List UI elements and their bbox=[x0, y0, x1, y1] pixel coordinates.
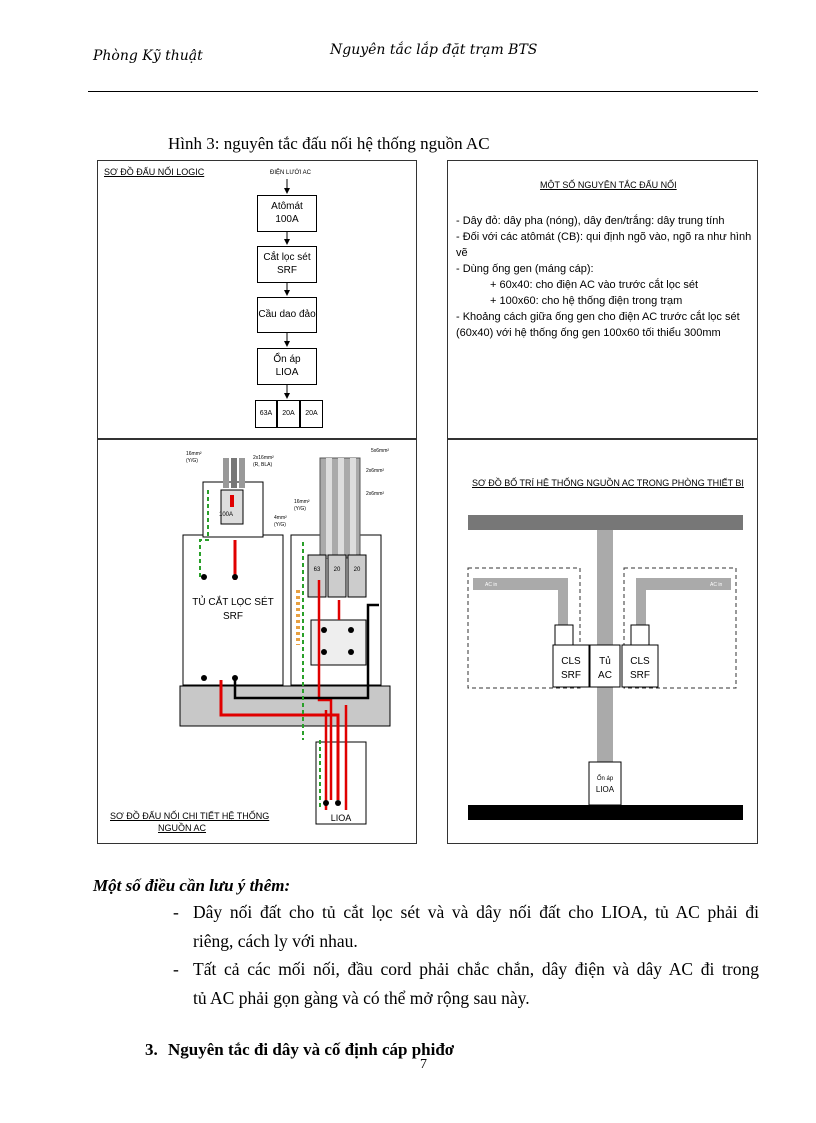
rule-item: - Dùng ống gen (máng cáp): bbox=[456, 263, 594, 275]
cls-left-breaker bbox=[555, 625, 573, 645]
terminal bbox=[201, 675, 207, 681]
rules-list bbox=[456, 213, 756, 341]
cls-left-l2: SRF bbox=[561, 670, 581, 681]
rule-item: + 60x40: cho điện AC vào trước cắt lọc sét bbox=[490, 279, 699, 291]
detail-title-l1: SƠ ĐỒ ĐẤU NỐI CHI TIẾT HỆ THỐNG bbox=[110, 811, 270, 821]
note-item-2 bbox=[193, 955, 759, 1013]
terminal bbox=[232, 675, 238, 681]
box-cau-dao bbox=[257, 297, 317, 333]
lioa-label: LIOA bbox=[330, 813, 352, 823]
rule-item: + 100x60: cho hệ thống điện trong trạm bbox=[490, 295, 683, 307]
panel-layout bbox=[447, 439, 758, 844]
box-atomat bbox=[257, 195, 317, 232]
wire-label: (Y/G) bbox=[294, 506, 306, 512]
lioa-box bbox=[316, 742, 366, 824]
section-heading bbox=[145, 1040, 454, 1060]
tu-ac-l2: AC bbox=[598, 670, 612, 681]
top-duct bbox=[468, 515, 743, 530]
ac-in-right: AC in bbox=[710, 582, 723, 588]
detail-title bbox=[110, 810, 269, 834]
terminal bbox=[348, 627, 354, 633]
terminal bbox=[323, 800, 329, 806]
floor-duct bbox=[180, 686, 390, 726]
detail-diagram bbox=[98, 440, 418, 845]
logic-title: SƠ ĐỒ ĐẤU NỐI LOGIC bbox=[104, 167, 205, 177]
lioa-l1: Ổn áp bbox=[596, 776, 614, 782]
wire-label: 4mm² bbox=[274, 515, 287, 521]
ac-breaker-label-2: 20 bbox=[333, 567, 341, 573]
layout-diagram bbox=[448, 440, 759, 845]
terminal bbox=[321, 627, 327, 633]
ac-breaker-label-3: 20 bbox=[353, 567, 361, 573]
logic-source: ĐIỆN LƯỚI AC bbox=[270, 170, 311, 176]
terminal bbox=[335, 800, 341, 806]
box-srf bbox=[257, 246, 317, 283]
box-srf-l1: Cắt lọc sét bbox=[263, 252, 311, 263]
ac-breaker-3 bbox=[348, 555, 366, 597]
breaker-2: 20A bbox=[277, 400, 300, 428]
rule-item: (60x40) với hệ thống ống gen 100x60 tối thiểu 300mm bbox=[456, 327, 721, 339]
wire-label: 16mm² bbox=[186, 451, 202, 457]
rule-item: - Khoảng cách giữa ống gen cho điện AC trước cắt lọc sét bbox=[456, 311, 740, 323]
notes-heading: Một số điều cần lưu ý thêm: bbox=[93, 876, 291, 895]
page-number: 7 bbox=[420, 1057, 427, 1072]
panel-detail bbox=[97, 439, 417, 844]
wire-label: 2x16mm² bbox=[253, 455, 274, 461]
breaker-1: 63A bbox=[255, 400, 277, 428]
srf-cabinet bbox=[183, 535, 283, 685]
ac-breaker-1 bbox=[308, 555, 326, 597]
box-srf-l2: SRF bbox=[277, 264, 297, 276]
note-1-line1: Dây nối đất cho tủ cắt lọc sét và và dây nối đất cho LIOA, tủ AC phải đi bbox=[193, 902, 759, 922]
wire-label: (Y/G) bbox=[274, 522, 286, 528]
wire-label: 2x6mm² bbox=[366, 468, 385, 474]
note-1-line2: riêng, cách ly với nhau. bbox=[193, 931, 358, 951]
box-lioa-l1: Ổn áp bbox=[273, 354, 301, 365]
duct-stripe-2 bbox=[338, 458, 344, 558]
bullet-dash: - bbox=[173, 959, 179, 979]
wire-label: 2x6mm² bbox=[366, 491, 385, 497]
rule-item: - Dây đỏ: dây pha (nóng), dây đen/trắng: dây trung tính bbox=[456, 215, 725, 227]
note-item-1 bbox=[193, 898, 759, 956]
lioa-l2: LIOA bbox=[595, 785, 615, 794]
cls-left-l1: CLS bbox=[561, 656, 581, 667]
header-right: Nguyên tắc lắp đặt trạm BTS bbox=[330, 42, 538, 58]
note-2-line2: tủ AC phải gọn gàng và có thể mở rộng sau này. bbox=[193, 988, 530, 1008]
panel-rules bbox=[447, 160, 758, 439]
wire-label: (Y/G) bbox=[186, 458, 198, 464]
box-atomat-l1: Atômát bbox=[271, 201, 303, 212]
box-lioa bbox=[257, 348, 317, 385]
layout-title: SƠ ĐỒ BỐ TRÍ HỆ THỐNG NGUỒN AC TRONG PHÒNG THIẾT BỊ bbox=[472, 478, 744, 488]
section-title: Nguyên tắc đi dây và cố định cáp phiđơ bbox=[168, 1040, 455, 1059]
duct-stripe-1 bbox=[326, 458, 332, 558]
terminal bbox=[321, 649, 327, 655]
main-breaker-handle bbox=[230, 495, 234, 507]
duct-stripe-3 bbox=[350, 458, 356, 558]
section-number: 3. bbox=[145, 1040, 158, 1059]
rule-item: - Đối với các atômát (CB): qui định ngõ vào, ngõ ra như hình vẽ bbox=[456, 231, 752, 259]
wire-label: (R, BLA) bbox=[253, 462, 273, 468]
detail-title-l2: NGUỒN AC bbox=[158, 823, 207, 833]
cable-left-1 bbox=[223, 458, 229, 488]
cls-right-breaker bbox=[631, 625, 649, 645]
cable-left-2 bbox=[231, 458, 237, 488]
srf-label-2: SRF bbox=[223, 611, 243, 622]
header-rule bbox=[88, 91, 758, 92]
lioa-box bbox=[589, 762, 621, 805]
bullet-dash: - bbox=[173, 902, 179, 922]
cable-left-3 bbox=[239, 458, 245, 488]
panel-logic bbox=[97, 160, 417, 439]
breaker-3: 20A bbox=[300, 400, 323, 428]
detail-breaker-main: 100A bbox=[218, 512, 234, 518]
note-2-line1: Tất cả các mối nối, đầu cord phải chắc chắn, dây điện và dây AC đi trong bbox=[193, 959, 759, 979]
ac-in-left: AC in bbox=[485, 582, 498, 588]
wire-label: 16mm² bbox=[294, 499, 310, 505]
ac-breaker-2 bbox=[328, 555, 346, 597]
rules-title: MỘT SỐ NGUYÊN TẮC ĐẤU NỐI bbox=[540, 180, 677, 190]
box-atomat-l2: 100A bbox=[275, 213, 299, 225]
terminal bbox=[232, 574, 238, 580]
cls-right-l2: SRF bbox=[630, 670, 650, 681]
floor-bar bbox=[468, 805, 743, 820]
figure-caption: Hình 3: nguyên tắc đấu nối hệ thống nguồn AC bbox=[168, 134, 490, 153]
ac-breaker-label-1: 63 bbox=[313, 567, 321, 573]
box-lioa-l2: LIOA bbox=[275, 366, 299, 378]
tu-ac-l1: Tủ bbox=[599, 656, 611, 667]
terminal bbox=[201, 574, 207, 580]
header-left: Phòng Kỹ thuật bbox=[93, 48, 203, 64]
terminal bbox=[348, 649, 354, 655]
box-cau-dao-l1: Cầu dao đảo bbox=[258, 308, 316, 320]
cls-right-l1: CLS bbox=[630, 656, 650, 667]
srf-label-1: TỦ CẮT LỌC SÉT bbox=[192, 597, 274, 608]
wire-label: 5x6mm² bbox=[371, 448, 390, 454]
